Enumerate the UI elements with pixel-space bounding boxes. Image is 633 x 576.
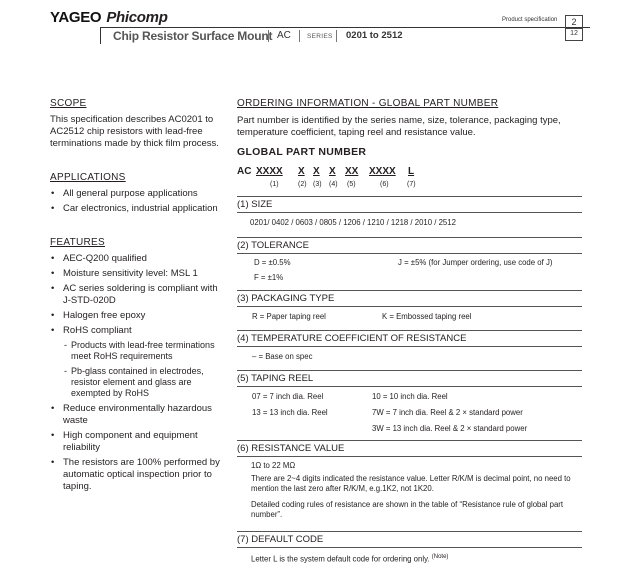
code-number: (1) [270, 181, 279, 188]
section-taping-title: (5) TAPING REEL [237, 370, 582, 387]
brand-logo [50, 9, 168, 26]
code-number: (2) [298, 181, 307, 188]
code-number: (7) [407, 181, 416, 188]
packaging-k: K = Embossed taping reel [382, 312, 472, 321]
code-part-packaging: X [313, 166, 320, 177]
list-item-rohs [50, 325, 225, 399]
note-marker: (Note) [431, 554, 449, 560]
rohs-sublist [63, 340, 225, 399]
section-resistance-title: (6) RESISTANCE VALUE [237, 440, 582, 457]
code-number: (5) [347, 181, 356, 188]
list-item: • All general purpose applications [50, 188, 225, 200]
code-part-size: XXXX [256, 166, 283, 177]
list-item-label: RoHS compliant [63, 325, 132, 336]
header-rule [100, 27, 590, 28]
applications-list [50, 188, 225, 215]
gpn-heading: GLOBAL PART NUMBER [237, 146, 367, 158]
features-list [50, 253, 225, 493]
page-total: 12 [570, 30, 578, 37]
section-tolerance-title: (2) TOLERANCE [237, 237, 582, 254]
ordering-intro: Part number is identified by the series name, size, tolerance, packaging type, temperature coefficient, taping reel and resistance value. [237, 115, 561, 138]
code-part-resistance: XXXX [369, 166, 396, 177]
reel-7w: 7W = 7 inch dia. Reel & 2 × standard power [372, 408, 523, 417]
ordering-heading: ORDERING INFORMATION - GLOBAL PART NUMBER [237, 98, 499, 109]
code-number: (6) [380, 181, 389, 188]
section-packaging-title: (3) PACKAGING TYPE [237, 290, 582, 307]
series-range: 0201 to 2512 [346, 30, 403, 41]
tolerance-f: F = ±1% [254, 273, 284, 282]
scope-heading: SCOPE [50, 98, 87, 109]
list-item: • Halogen free epoxy [50, 310, 225, 322]
code-number: (3) [313, 181, 322, 188]
size-values: 0201/ 0402 / 0603 / 0805 / 1206 / 1210 / 1218 / 2010 / 2512 [250, 218, 456, 227]
tcr-base: – = Base on spec [252, 352, 313, 361]
code-prefix: AC [237, 166, 252, 177]
list-item: • Reduce environmentally hazardous waste [50, 403, 225, 427]
reel-3w: 3W = 13 inch dia. Reel & 2 × standard power [372, 424, 528, 433]
code-number: (4) [329, 181, 338, 188]
reel-13: 13 = 13 inch dia. Reel [252, 408, 328, 417]
tolerance-j: J = ±5% (for Jumper ordering, use code of J) [398, 258, 553, 267]
section-default-title: (7) DEFAULT CODE [237, 531, 582, 548]
series-label: SERIES [307, 33, 333, 40]
code-part-default: L [408, 166, 415, 177]
left-column [50, 98, 225, 515]
list-item: • The resistors are 100% performed by automatic optical inspection prior to taping. [50, 457, 225, 493]
document-title: Chip Resistor Surface Mount [113, 29, 273, 43]
resistance-rule: There are 2~4 digits indicated the resistance value. Letter R/K/M is decimal point, no need to mention the last zero after R/K/M, e.g.1K2, not 1K20. [251, 474, 571, 493]
applications-heading: APPLICATIONS [50, 172, 126, 183]
resistance-range: 1Ω to 22 MΩ [251, 461, 296, 470]
section-size-title: (1) SIZE [237, 196, 582, 213]
packaging-r: R = Paper taping reel [252, 312, 326, 321]
sub-list-item: - Products with lead-free terminations meet RoHS requirements [63, 340, 225, 362]
page-number: 2 [566, 17, 582, 29]
header-separator [336, 30, 337, 42]
code-part-tolerance: X [298, 166, 305, 177]
scope-text: This specification describes AC0201 to AC2512 chip resistors with lead-free terminations made by thick film process. [50, 114, 219, 149]
reel-10: 10 = 10 inch dia. Reel [372, 392, 448, 401]
header-separator [268, 30, 269, 42]
sub-list-item: - Pb-glass contained in electrodes, resistor element and glass are exempted by RoHS [63, 366, 225, 399]
tolerance-d: D = ±0.5% [254, 258, 291, 267]
reel-07: 07 = 7 inch dia. Reel [252, 392, 324, 401]
series-code: AC [277, 30, 291, 41]
list-item: • High component and equipment reliability [50, 430, 225, 454]
sub-brand-name: Phicomp [106, 9, 168, 26]
header-separator [299, 30, 300, 42]
default-code-label: Letter L is the system default code for ordering only. [251, 554, 430, 564]
section-tcr-title: (4) TEMPERATURE COEFFICIENT OF RESISTANCE [237, 330, 582, 347]
code-part-tcr: X [329, 166, 336, 177]
default-code-text [251, 552, 448, 565]
page-indicator [565, 15, 583, 41]
header-divider [100, 27, 101, 44]
list-item: • Car electronics, industrial application [50, 203, 225, 215]
list-item: • AC series soldering is compliant with J-STD-020D [50, 283, 225, 307]
code-part-reel: XX [345, 166, 359, 177]
list-item: • AEC-Q200 qualified [50, 253, 225, 265]
features-heading: FEATURES [50, 237, 105, 248]
list-item: • Moisture sensitivity level: MSL 1 [50, 268, 225, 280]
resistance-table-ref: Detailed coding rules of resistance are shown in the table of “Resistance rule of global part number”. [251, 500, 564, 519]
product-spec-label: Product specification [502, 17, 558, 23]
brand-name: YAGEO [50, 9, 102, 26]
